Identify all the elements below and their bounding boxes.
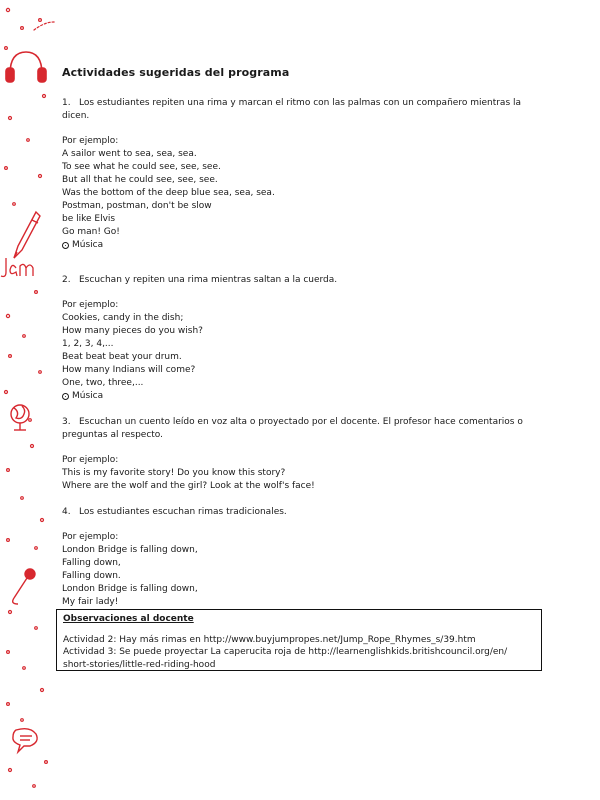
activity-3: [62, 416, 540, 493]
activity-text: Escuchan un cuento leído en voz alta o proyectado por el docente. El profesor hace comentarios o preguntas al respecto.: [62, 417, 523, 440]
activity-text: Los estudiantes repiten una rima y marcan el ritmo con las palmas con un compañero mientras la dicen.: [62, 98, 522, 121]
example-line: Por ejemplo:: [62, 300, 119, 310]
example-line: London Bridge is falling down,: [62, 545, 198, 555]
activities-section: [62, 66, 540, 622]
example-line: But all that he could see, see, see.: [62, 175, 218, 185]
example-line: This is my favorite story! Do you know this story?: [62, 468, 286, 478]
example-line: One, two, three,...: [62, 378, 144, 388]
music-reference: [62, 239, 540, 252]
example-block: [62, 531, 540, 609]
activity-number: 1.: [62, 98, 71, 108]
example-line: Por ejemplo:: [62, 532, 119, 542]
example-line: Was the bottom of the deep blue sea, sea, sea.: [62, 188, 275, 198]
activity-2: [62, 274, 540, 403]
example-line: be like Elvis: [62, 214, 116, 224]
example-line: Por ejemplo:: [62, 455, 119, 465]
activity-text: Los estudiantes escuchan rimas tradicionales.: [79, 507, 287, 517]
activity-text: Escuchan y repiten una rima mientras saltan a la cuerda.: [79, 275, 338, 285]
activity-number: 2.: [62, 275, 71, 285]
example-line: A sailor went to sea, sea, sea.: [62, 149, 197, 159]
notes-line: Actividad 2: Hay más rimas en http://www.buyjumpropes.net/Jump_Rope_Rhymes_s/39.htm: [63, 634, 476, 645]
activity-4: [62, 506, 540, 609]
example-line: Postman, postman, don't be slow: [62, 201, 212, 211]
example-line: Go man! Go!: [62, 227, 120, 237]
activity-intro: [62, 274, 540, 287]
example-line: Cookies, candy in the dish;: [62, 313, 184, 323]
activity-intro: [62, 416, 540, 442]
music-label: Música: [72, 240, 104, 250]
example-line: To see what he could see, see, see.: [62, 162, 221, 172]
microphone-icon: [13, 569, 35, 604]
example-line: How many pieces do you wish?: [62, 326, 203, 336]
globe-icon: [11, 405, 29, 430]
example-line: Falling down.: [62, 571, 121, 581]
example-line: How many Indians will come?: [62, 365, 196, 375]
example-block: [62, 135, 540, 252]
example-line: London Bridge is falling down,: [62, 584, 198, 594]
example-line: Where are the wolf and the girl? Look at the wolf's face!: [62, 481, 315, 491]
music-disc-icon: [62, 242, 69, 249]
music-label: Música: [72, 391, 104, 401]
activity-intro: [62, 97, 540, 123]
activity-number: 4.: [62, 507, 71, 517]
music-reference: [62, 390, 540, 403]
page-title: Actividades sugeridas del programa: [62, 66, 290, 79]
music-disc-icon: [62, 393, 69, 400]
example-line: Falling down,: [62, 558, 121, 568]
activity-1: [62, 97, 540, 252]
example-line: 1, 2, 3, 4,...: [62, 339, 114, 349]
activity-number: 3.: [62, 417, 71, 427]
example-block: [62, 454, 540, 493]
notes-line: short-stories/little-red-riding-hood: [63, 659, 216, 670]
notes-line: Actividad 3: Se puede proyectar La caperucita roja de http://learnenglishkids.britishcouncil.org/en/: [63, 647, 508, 657]
activity-intro: [62, 506, 540, 519]
example-line: My fair lady!: [62, 597, 119, 607]
example-line: Por ejemplo:: [62, 136, 119, 146]
margin-decoration: [0, 0, 55, 800]
speech-bubble-icon: [13, 729, 37, 752]
example-block: [62, 299, 540, 403]
notes-title: Observaciones al docente: [63, 614, 194, 624]
headphones-icon: [6, 52, 46, 82]
teacher-notes-box: [56, 609, 542, 671]
jam-doodle-icon: [1, 258, 33, 277]
pencil-icon: [14, 212, 40, 258]
example-line: Beat beat beat your drum.: [62, 352, 182, 362]
